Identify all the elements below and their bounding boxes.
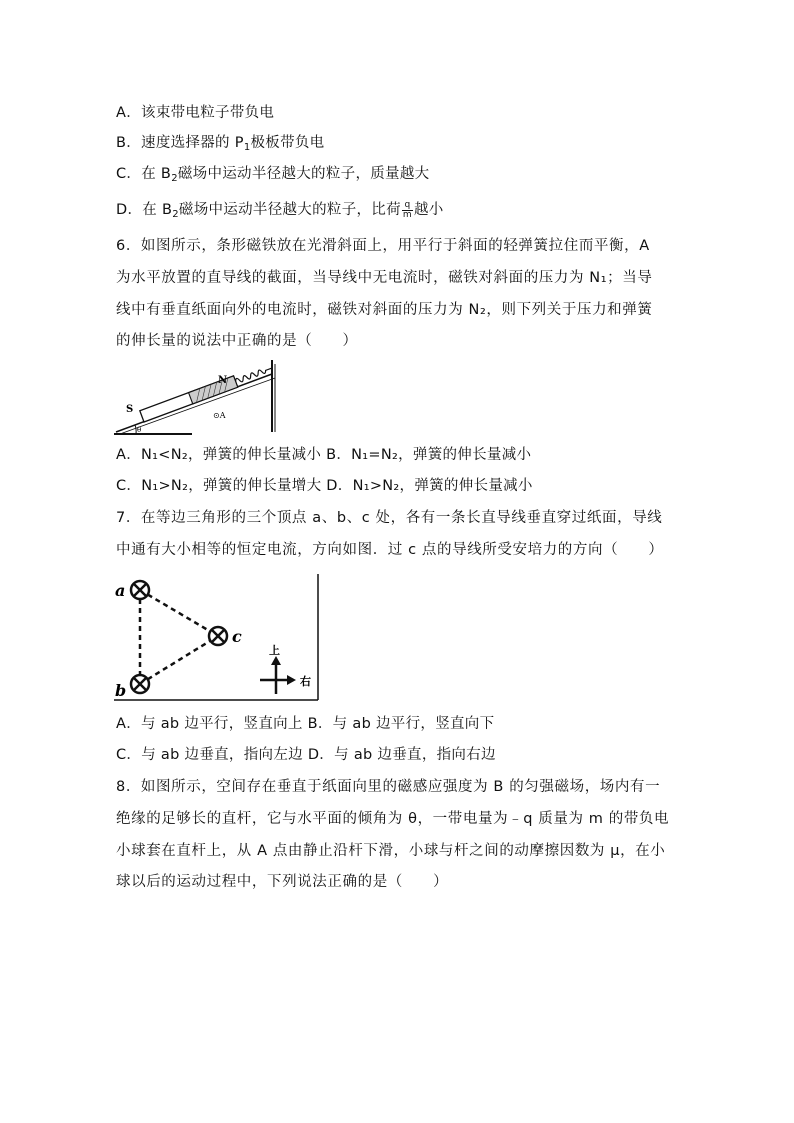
q8-stem-line-3: 小球套在直杆上，从 A 点由静止沿杆下滑，小球与杆之间的动摩擦因数为 μ，在小: [116, 843, 666, 859]
label-right: 右: [300, 675, 311, 688]
q5-option-b-text-end: 极板带负电: [250, 135, 325, 151]
q7-stem-line-1: 7．在等边三角形的三个顶点 a、b、c 处，各有一条长直导线垂直穿过纸面，导线: [116, 510, 663, 526]
q5-option-d-text-end: 越小: [413, 202, 444, 218]
q5-option-c-text-end: 磁场中运动半径越大的粒子，质量越大: [177, 166, 430, 182]
label-a: a: [115, 581, 126, 600]
q8-stem-line-4: 球以后的运动过程中，下列说法正确的是（ ）: [116, 874, 449, 890]
q6-options-row-2: C．N₁>N₂，弹簧的伸长量增大 D．N₁>N₂，弹簧的伸长量减小: [116, 478, 533, 494]
wire-a-into-page-icon: [131, 581, 149, 599]
q5-option-c: [116, 164, 429, 184]
q7-options-row-2: C．与 ab 边垂直，指向左边 D．与 ab 边垂直，指向右边: [116, 747, 496, 763]
q7-stem-line-2: 中通有大小相等的恒定电流，方向如图．过 c 点的导线所受安培力的方向（ ）: [116, 542, 664, 558]
q8-stem-line-1: 8．如图所示，空间存在垂直于纸面向里的磁感应强度为 B 的匀强磁场，场内有一: [116, 779, 661, 795]
direction-axes-icon: [260, 656, 296, 694]
label-c: c: [232, 627, 242, 646]
label-up: 上: [269, 644, 280, 657]
charge-mass-fraction: [402, 201, 413, 220]
q6-figure-magnet-on-incline: [112, 358, 282, 438]
q5-option-c-subscript: 2: [171, 173, 178, 184]
wire-b-into-page-icon: [131, 675, 149, 693]
q5-option-d-text-mid: 磁场中运动半径越大的粒子，比荷: [178, 202, 401, 218]
q6-options-row-1: A．N₁<N₂，弹簧的伸长量减小 B．N₁=N₂，弹簧的伸长量减小: [116, 447, 532, 463]
label-theta: θ: [137, 426, 142, 434]
label-n: N: [218, 375, 228, 386]
wire-c-into-page-icon: [209, 627, 227, 645]
q5-option-b-subscript: 1: [243, 142, 251, 153]
q5-option-d-subscript: 2: [172, 209, 179, 220]
q6-stem-line-2: 为水平放置的直导线的截面，当导线中无电流时，磁铁对斜面的压力为 N₁；当导: [116, 270, 653, 286]
q7-figure-triangle-wires: [112, 572, 322, 702]
q5-option-d-text: D．在 B: [116, 202, 173, 218]
q5-option-b-text: B．速度选择器的 P: [116, 135, 244, 151]
q5-option-c-text: C．在 B: [116, 166, 172, 182]
q5-option-b: [116, 133, 324, 153]
label-s: S: [126, 404, 134, 415]
q7-options-row-1: A．与 ab 边平行，竖直向上 B．与 ab 边平行，竖直向下: [116, 716, 495, 732]
fraction-denominator: m: [402, 209, 412, 220]
q8-stem-line-2: 绝缘的足够长的直杆，它与水平面的倾角为 θ，一带电量为﹣q 质量为 m 的带负电: [116, 811, 670, 827]
q5-option-a: A．该束带电粒子带负电: [116, 105, 275, 121]
q5-option-d: [116, 200, 444, 220]
q6-stem-line-3: 线中有垂直纸面向外的电流时，磁铁对斜面的压力为 N₂，则下列关于压力和弹簧: [116, 302, 653, 318]
label-wire-a: ⊙A: [213, 411, 226, 420]
fraction-numerator: q: [402, 201, 413, 211]
q6-stem-line-1: 6．如图所示，条形磁铁放在光滑斜面上，用平行于斜面的轻弹簧拉住而平衡，A: [116, 238, 650, 254]
q6-stem-line-4: 的伸长量的说法中正确的是（ ）: [116, 333, 358, 349]
label-b: b: [115, 681, 127, 700]
